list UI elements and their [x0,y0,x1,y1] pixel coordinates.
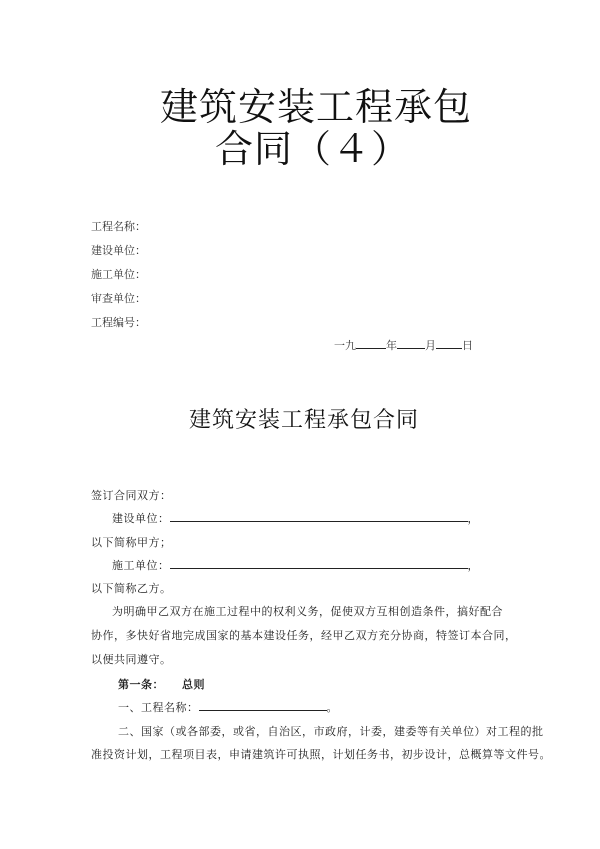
date-line [334,337,473,353]
field-project-name: 工程名称： [91,220,146,233]
document-title-line1: 建筑安装工程承包 [160,85,473,129]
parties-intro: 签订合同双方： [91,489,172,502]
date-year-label: 年 [386,339,397,352]
preamble-line1: 为明确甲乙双方在施工过程中的权利义务，促使双方互相创造条件，搞好配合 [112,605,503,618]
contractor-blank [170,557,468,569]
article1-item1 [118,699,338,715]
alias-b: 以下简称乙方。 [91,582,172,595]
date-day-label: 日 [462,339,473,352]
field-reviewer: 审查单位： [91,292,146,305]
article1-heading [118,676,205,692]
preamble-line2: 协作，多快好省地完成国家的基本建设任务，经甲乙双方充分协商，特签订本合同， [91,629,517,642]
item1-label: 一、工程名称： [118,701,199,714]
contractor-label: 施工单位： [112,559,170,572]
builder-blank [170,510,468,522]
contractor-line [112,557,479,573]
date-month-label: 月 [425,339,436,352]
document-title-line2: 合同（４） [215,127,411,171]
item1-suffix: 。 [326,701,338,714]
contractor-suffix: ， [467,559,479,572]
article1-number: 第一条： [118,678,164,691]
date-month-blank [397,337,425,349]
field-project-number: 工程编号： [91,316,146,329]
article1-item2-line1: 二、国家（或各部委，或省，自治区，市政府，计委，建委等有关单位）对工程的批 [118,725,544,738]
date-prefix: 一九 [334,339,356,352]
preamble-line3: 以便共同遵守。 [91,653,172,666]
project-name-blank [199,699,327,711]
article1-item2-line2: 准投资计划，工程项目表，申请建筑许可执照，计划任务书，初步设计，总概算等文件号。 [91,748,551,761]
date-year-blank [356,337,386,349]
field-builder: 建设单位： [91,244,146,257]
builder-suffix: ， [467,512,479,525]
contract-subtitle: 建筑安装工程承包合同 [189,408,420,433]
builder-line [112,510,479,526]
article1-title: 总则 [182,678,205,691]
date-day-blank [436,337,462,349]
field-contractor: 施工单位： [91,268,146,281]
builder-label: 建设单位： [112,512,170,525]
alias-a: 以下简称甲方； [91,536,172,549]
